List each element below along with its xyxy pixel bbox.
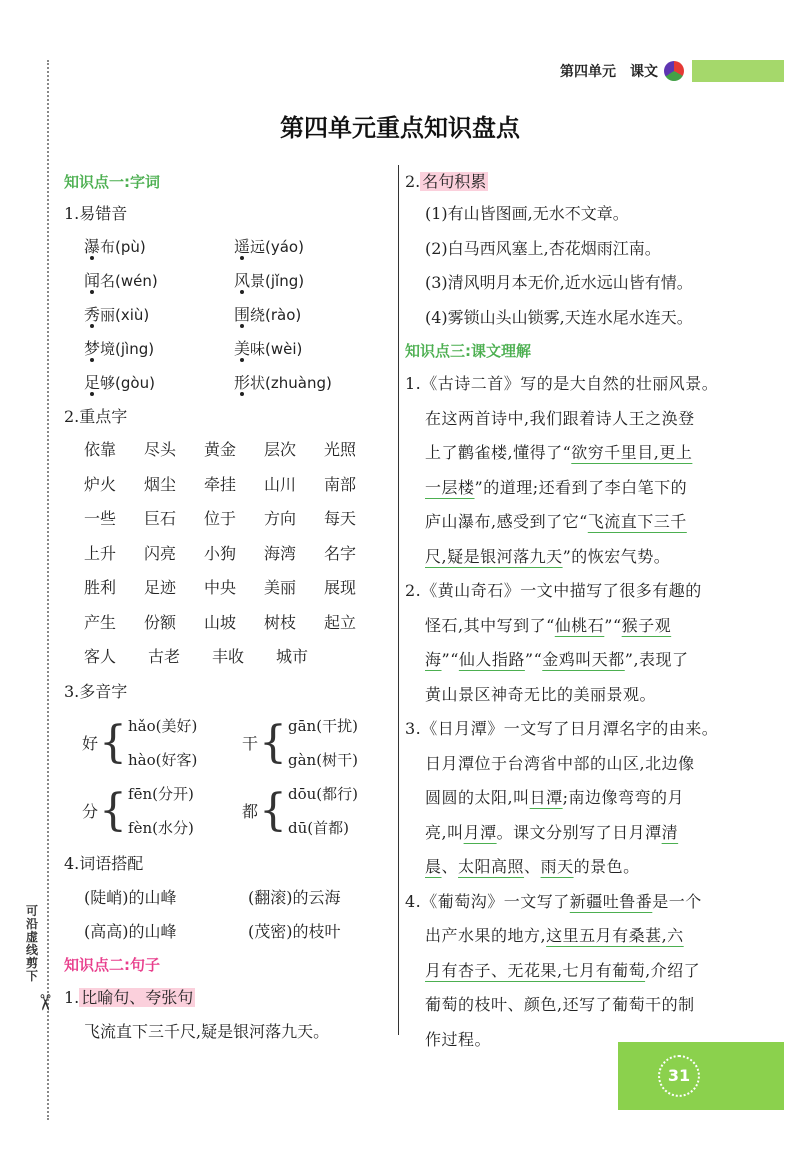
- list-item: 一些 巨石 位于 方向 每天: [84, 509, 357, 528]
- kp3-para-3: 3.《日月潭》一文写了日月潭名字的由来。 日月潭位于台湾省中部的山区,北边像 圆圆的太阳,叫日潭;南边像弯弯的月 亮,叫月潭。课文分别写了日月潭清 晨、太阳高照、雨天的景色。: [405, 719, 719, 876]
- polyphone: 都 { dōu(都行) dū(首都): [242, 784, 359, 837]
- kp3-para-2: 2.《黄山奇石》一文中描写了很多有趣的 怪石,其中写到了“仙桃石”“猴子观 海”“仙人指路”“金鸡叫天都”,表现了 黄山景区神奇无比的美丽景观。: [405, 581, 702, 704]
- list-item: 客人 古老 丰收 城市: [84, 647, 309, 666]
- kp1-s2-title: 2.重点字: [64, 407, 128, 426]
- page-number-block: [618, 1042, 784, 1110]
- kp2-title: 知识点二:句子: [64, 955, 160, 974]
- page-number: 31: [658, 1055, 700, 1097]
- error-prone-list: [64, 230, 384, 400]
- kp3-para-4: 4.《葡萄沟》一文写了新疆吐鲁番是一个 出产水果的地方,这里五月有桑葚,六 月有杏子、无花果,七月有葡萄,介绍了 葡萄的枝叶、颜色,还写了葡萄干的制 作过程。: [405, 891, 702, 1049]
- header-unit: 第四单元: [560, 64, 616, 80]
- kp1-title: 知识点一:字词: [64, 173, 160, 191]
- list-item: 胜利 足迹 中央 美丽 展现: [84, 578, 357, 597]
- list-item: 依靠 尽头 黄金 层次 光照: [84, 440, 357, 459]
- polyphone: 分 { fēn(分开) fèn(水分): [82, 784, 194, 837]
- right-column: [405, 167, 735, 1057]
- page-title: 第四单元重点知识盘点: [280, 114, 520, 142]
- kp2-s1-title: 1. 比喻句、夸张句: [64, 987, 194, 1007]
- list-item: (高高)的山峰 (茂密)的枝叶: [84, 921, 341, 941]
- list-item: 足够(gòu) 形状(zhuàng): [84, 373, 332, 392]
- color-wheel-icon: [664, 61, 684, 81]
- header-category: 课文: [630, 64, 658, 80]
- kp1-s4-title: 4.词语搭配: [64, 853, 144, 873]
- cut-dotted-line: [47, 60, 49, 1120]
- collocation-list: [64, 881, 384, 949]
- polyphone: 干 { gān(干扰) gàn(树干): [242, 716, 358, 769]
- highlight-label: 名句积累: [422, 172, 487, 191]
- list-item: (1)有山皆图画,无水不文章。: [425, 204, 629, 223]
- highlight-label: 比喻句、夸张句: [81, 987, 194, 1007]
- list-item: [82, 709, 384, 777]
- list-item: (4)雾锁山头山锁雾,天连水尾水连天。: [425, 307, 693, 327]
- list-item: 上升 闪亮 小狗 海湾 名字: [84, 543, 357, 563]
- brace-mark: {: [99, 784, 128, 836]
- kp2-s1-text: 飞流直下三千尺,疑是银河落九天。: [84, 1021, 330, 1041]
- key-chars-grid: [64, 433, 384, 675]
- kp1-s1-title: 1.易错音: [64, 204, 128, 223]
- polyphone: 好 { hǎo(美好) hào(好客): [82, 716, 198, 769]
- kp3-title: 知识点三:课文理解: [405, 342, 531, 360]
- brace-mark: {: [259, 784, 288, 836]
- kp2-s2-title: 2. 名句积累: [405, 172, 487, 191]
- list-item: (2)白马西风塞上,杏花烟雨江南。: [425, 238, 661, 258]
- left-column: [64, 167, 384, 1049]
- list-item: 炉火 烟尘 牵挂 山川 南部: [84, 474, 357, 494]
- page-header: [560, 60, 784, 82]
- list-item: 闻名(wén) 风景(jǐng): [84, 271, 305, 290]
- list-item: (陡峭)的山峰 (翻滚)的云海: [84, 887, 341, 907]
- famous-sentences: [405, 197, 735, 335]
- scissors-icon: ✂: [31, 993, 57, 1012]
- brace-mark: {: [259, 716, 288, 768]
- brace-mark: {: [99, 716, 128, 768]
- list-item: 产生 份额 山坡 树枝 起立: [84, 612, 357, 632]
- kp3-para-1: 1.《古诗二首》写的是大自然的壮丽风景。 在这两首诗中,我们跟着诗人王之涣登 上了鹳雀楼,懂得了“欲穷千里目,更上 一层楼”的道理;还看到了李白笔下的 庐山瀑布,感受到了它“飞流直下三千 尺,疑是银河落九天”的恢宏气势。: [405, 374, 719, 566]
- kp1-s3-title: 3.多音字: [64, 681, 128, 701]
- cut-hint: 可沿虚线剪下: [26, 904, 39, 983]
- list-item: 梦境(jìng) 美味(wèi): [84, 339, 303, 358]
- list-item: 秀丽(xiù) 围绕(rào): [84, 305, 302, 324]
- polyphonic-list: [64, 709, 384, 845]
- list-item: 瀑布(pù) 遥远(yáo): [84, 237, 304, 256]
- list-item: [82, 777, 384, 845]
- column-divider: [398, 165, 399, 1035]
- header-bar: [692, 60, 784, 82]
- list-item: (3)清风明月本无价,近水远山皆有情。: [425, 273, 693, 292]
